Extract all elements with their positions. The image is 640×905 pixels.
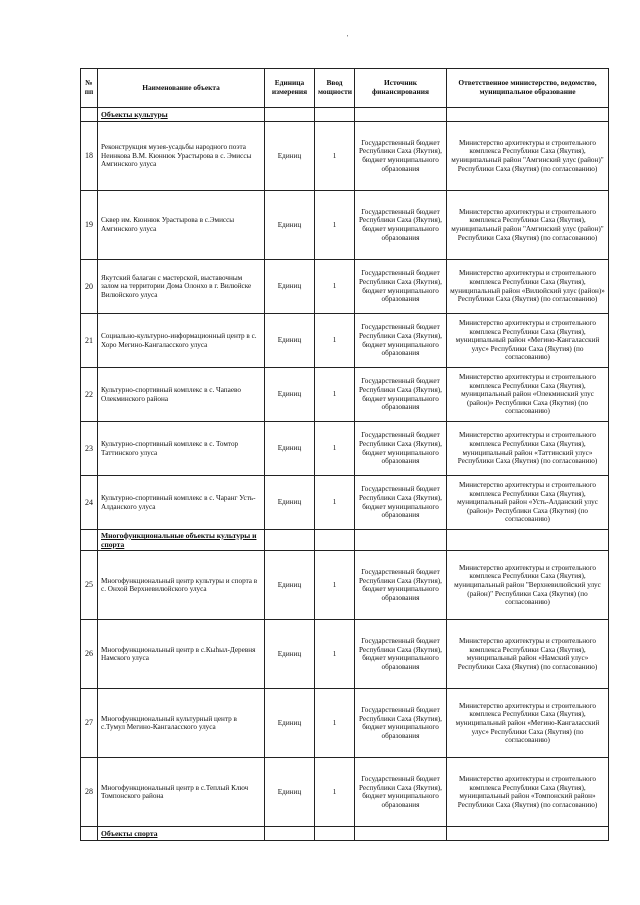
- row-name: Многофункциональный центр культуры и спорта в с. Онхой Верхневилюйского улуса: [98, 551, 265, 620]
- section-row-multi: [81, 530, 609, 551]
- row-name: Якутский балаган с мастерской, выставочным залом на территории Дома Олонхо в г. Вилюйске Вилюйского улуса: [98, 260, 265, 314]
- row-name: Культурно-спортивный комплекс в с. Чаранг Усть-Алданского улуса: [98, 476, 265, 530]
- row-unit: Единиц: [265, 758, 315, 827]
- row-source: Государственный бюджет Республики Саха (Якутия), бюджет муниципального образования: [355, 620, 447, 689]
- row-capacity: 1: [315, 314, 355, 368]
- row-num: 26: [81, 620, 98, 689]
- table-header-row: [81, 69, 609, 108]
- section-row-culture: [81, 108, 609, 122]
- table-row: [81, 368, 609, 422]
- row-capacity: 1: [315, 191, 355, 260]
- header-unit: Единица измерения: [265, 69, 315, 108]
- row-num: 18: [81, 122, 98, 191]
- header-name: Наименование объекта: [98, 69, 265, 108]
- row-unit: Единиц: [265, 368, 315, 422]
- row-source: Государственный бюджет Республики Саха (Якутия), бюджет муниципального образования: [355, 314, 447, 368]
- row-source: Государственный бюджет Республики Саха (Якутия), бюджет муниципального образования: [355, 260, 447, 314]
- row-name: Сквер им. Кюннюк Урастырова в с.Эмиссы Амгинского улуса: [98, 191, 265, 260]
- row-unit: Единиц: [265, 122, 315, 191]
- header-capacity: Ввод мощности: [315, 69, 355, 108]
- row-capacity: 1: [315, 476, 355, 530]
- row-ministry: Министерство архитектуры и строительного комплекса Республики Саха (Якутия), муниципальный район «Мегино-Кангаласский улус» Республики Саха (Якутия) (по согласованию): [447, 689, 609, 758]
- table-row: [81, 422, 609, 476]
- row-capacity: 1: [315, 260, 355, 314]
- row-capacity: 1: [315, 551, 355, 620]
- row-num: 23: [81, 422, 98, 476]
- section-title-multi: Многофункциональные объекты культуры и спорта: [98, 530, 265, 551]
- row-num: 28: [81, 758, 98, 827]
- row-unit: Единиц: [265, 476, 315, 530]
- row-name: Культурно-спортивный комплекс в с. Чапаево Олекминского района: [98, 368, 265, 422]
- row-unit: Единиц: [265, 551, 315, 620]
- row-name: Многофункциональный культурный центр в с.Тумул Мегино-Кангаласского улуса: [98, 689, 265, 758]
- row-source: Государственный бюджет Республики Саха (Якутия), бюджет муниципального образования: [355, 122, 447, 191]
- table-row: [81, 551, 609, 620]
- row-unit: Единиц: [265, 260, 315, 314]
- row-name: Многофункциональный центр в с.Теплый Ключ Томпонского района: [98, 758, 265, 827]
- row-unit: Единиц: [265, 620, 315, 689]
- row-unit: Единиц: [265, 314, 315, 368]
- row-num: 27: [81, 689, 98, 758]
- table-row: [81, 314, 609, 368]
- page-mark: ': [347, 34, 349, 42]
- row-num: 19: [81, 191, 98, 260]
- table-row: [81, 122, 609, 191]
- table-row: [81, 758, 609, 827]
- row-capacity: 1: [315, 122, 355, 191]
- row-capacity: 1: [315, 368, 355, 422]
- header-ministry: Ответственное министерство, ведомство, муниципальное образование: [447, 69, 609, 108]
- row-ministry: Министерство архитектуры и строительного комплекса Республики Саха (Якутия), муниципальный район «Мегино-Кангаласский улус» Республики Саха (Якутия) (по согласованию): [447, 314, 609, 368]
- row-ministry: Министерство архитектуры и строительного комплекса Республики Саха (Якутия), муниципальный район «Олекминский улус (район)» Республики Саха (Якутия) (по согласованию): [447, 368, 609, 422]
- row-ministry: Министерство архитектуры и строительного комплекса Республики Саха (Якутия), муниципальный район «Томпонский район» Республики Саха (Якутия) (по согласованию): [447, 758, 609, 827]
- row-ministry: Министерство архитектуры и строительного комплекса Республики Саха (Якутия), муниципальный район «Усть-Алданский улус (район)» Республики Саха (Якутия) (по согласованию): [447, 476, 609, 530]
- row-name: Многофункциональный центр в с.Кыһыл-Деревня Намского улуса: [98, 620, 265, 689]
- section-row-sport: [81, 827, 609, 841]
- row-capacity: 1: [315, 422, 355, 476]
- row-source: Государственный бюджет Республики Саха (Якутия), бюджет муниципального образования: [355, 191, 447, 260]
- section-title-sport: Объекты спорта: [98, 827, 265, 841]
- row-name: Культурно-спортивный комплекс в с. Томтор Таттинского улуса: [98, 422, 265, 476]
- table-row: [81, 476, 609, 530]
- section-title-culture: Объекты культуры: [98, 108, 265, 122]
- row-ministry: Министерство архитектуры и строительного комплекса Республики Саха (Якутия), муниципальный район "Амгинский улус (район)" Республики Саха (Якутия) (по согласованию): [447, 122, 609, 191]
- table-row: [81, 620, 609, 689]
- row-unit: Единиц: [265, 191, 315, 260]
- row-capacity: 1: [315, 620, 355, 689]
- row-ministry: Министерство архитектуры и строительного комплекса Республики Саха (Якутия), муниципальный район "Амгинский улус (район)" Республики Саха (Якутия) (по согласованию): [447, 191, 609, 260]
- row-unit: Единиц: [265, 689, 315, 758]
- row-capacity: 1: [315, 689, 355, 758]
- objects-table: [80, 68, 609, 841]
- row-capacity: 1: [315, 758, 355, 827]
- row-name: Реконструкция музея-усадьбы народного поэта Неинкова В.М. Кюннюк Урастырова в с. Эмиссы Амгинского улуса: [98, 122, 265, 191]
- row-num: 24: [81, 476, 98, 530]
- row-num: 21: [81, 314, 98, 368]
- table-row: [81, 191, 609, 260]
- row-ministry: Министерство архитектуры и строительного комплекса Республики Саха (Якутия), муниципальный район «Таттинский улус» Республики Саха (Якутия) (по согласованию): [447, 422, 609, 476]
- row-source: Государственный бюджет Республики Саха (Якутия), бюджет муниципального образования: [355, 422, 447, 476]
- row-num: 22: [81, 368, 98, 422]
- row-source: Государственный бюджет Республики Саха (Якутия), бюджет муниципального образования: [355, 758, 447, 827]
- row-source: Государственный бюджет Республики Саха (Якутия), бюджет муниципального образования: [355, 368, 447, 422]
- row-name: Социально-культурно-информационный центр в с. Хоро Мегино-Кангаласского улуса: [98, 314, 265, 368]
- row-ministry: Министерство архитектуры и строительного комплекса Республики Саха (Якутия), муниципальный район "Верхневилюйский улус (район)" Республики Саха (Якутия) (по согласованию): [447, 551, 609, 620]
- row-source: Государственный бюджет Республики Саха (Якутия), бюджет муниципального образования: [355, 689, 447, 758]
- row-ministry: Министерство архитектуры и строительного комплекса Республики Саха (Якутия), муниципальный район «Намский улус» Республики Саха (Якутия) (по согласованию): [447, 620, 609, 689]
- header-num: № пп: [81, 69, 98, 108]
- row-num: 25: [81, 551, 98, 620]
- row-source: Государственный бюджет Республики Саха (Якутия), бюджет муниципального образования: [355, 476, 447, 530]
- row-source: Государственный бюджет Республики Саха (Якутия), бюджет муниципального образования: [355, 551, 447, 620]
- row-num: 20: [81, 260, 98, 314]
- header-source: Источник финансирования: [355, 69, 447, 108]
- table-row: [81, 260, 609, 314]
- row-unit: Единиц: [265, 422, 315, 476]
- table-row: [81, 689, 609, 758]
- row-ministry: Министерство архитектуры и строительного комплекса Республики Саха (Якутия), муниципальный район «Вилюйский улус (район)» Республики Саха (Якутия) (по согласованию): [447, 260, 609, 314]
